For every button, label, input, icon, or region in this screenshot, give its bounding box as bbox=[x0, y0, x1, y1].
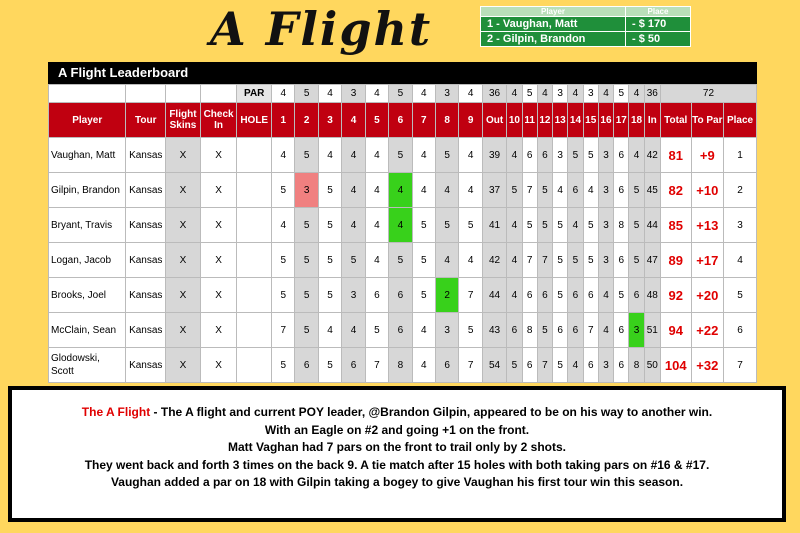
to-par: +9 bbox=[691, 138, 724, 173]
hole-score: 7 bbox=[537, 243, 552, 278]
hole-score: 3 bbox=[598, 243, 613, 278]
par-value: 4 bbox=[568, 85, 583, 103]
column-header: 13 bbox=[553, 103, 568, 138]
hole-score: 4 bbox=[459, 138, 482, 173]
column-header: Check In bbox=[200, 103, 237, 138]
total-score: 82 bbox=[660, 173, 691, 208]
hole-score: 5 bbox=[553, 208, 568, 243]
column-header: 16 bbox=[598, 103, 613, 138]
check-in-mark: X bbox=[200, 173, 237, 208]
par-value: 4 bbox=[412, 85, 435, 103]
hole-score: 5 bbox=[318, 278, 341, 313]
hole-score: 6 bbox=[537, 138, 552, 173]
column-header: 12 bbox=[537, 103, 552, 138]
hole-score: 4 bbox=[272, 208, 295, 243]
hole-score: 5 bbox=[435, 208, 458, 243]
out-score: 41 bbox=[482, 208, 506, 243]
hole-score: 6 bbox=[389, 278, 412, 313]
hole-score: 7 bbox=[459, 348, 482, 383]
hole-score: 3 bbox=[342, 278, 365, 313]
column-header: 6 bbox=[389, 103, 412, 138]
column-header: Player bbox=[49, 103, 126, 138]
column-header: 2 bbox=[295, 103, 318, 138]
hole-score: 8 bbox=[614, 208, 629, 243]
column-header: Out bbox=[482, 103, 506, 138]
hole-score: 5 bbox=[272, 278, 295, 313]
par-value: 5 bbox=[389, 85, 412, 103]
hole-score: 5 bbox=[553, 243, 568, 278]
leaderboard-row bbox=[49, 313, 757, 348]
hole-score: 3 bbox=[598, 208, 613, 243]
payout-player: 2 - Gilpin, Brandon bbox=[481, 32, 626, 47]
hole-score: 4 bbox=[412, 173, 435, 208]
hole-score: 5 bbox=[629, 208, 644, 243]
out-score: 39 bbox=[482, 138, 506, 173]
hole-score: 4 bbox=[507, 243, 522, 278]
recap-line-4: They went back and forth 3 times on the back 9. A tie match after 15 holes with both taking pars on #16 & #17. bbox=[84, 457, 710, 472]
hole-score: 7 bbox=[522, 243, 537, 278]
check-in-mark: X bbox=[200, 243, 237, 278]
hole-score: 6 bbox=[522, 138, 537, 173]
hole-cell bbox=[237, 313, 272, 348]
par-value: 3 bbox=[435, 85, 458, 103]
hole-score: 3 bbox=[295, 173, 318, 208]
in-score: 48 bbox=[644, 278, 660, 313]
hole-score: 3 bbox=[598, 348, 613, 383]
column-header: In bbox=[644, 103, 660, 138]
place: 6 bbox=[724, 313, 757, 348]
total-score: 94 bbox=[660, 313, 691, 348]
hole-score: 5 bbox=[412, 208, 435, 243]
check-in-mark: X bbox=[200, 208, 237, 243]
hole-score: 3 bbox=[553, 138, 568, 173]
par-value: 4 bbox=[459, 85, 482, 103]
flight-skins-mark: X bbox=[166, 278, 201, 313]
header-row bbox=[49, 103, 757, 138]
in-score: 42 bbox=[644, 138, 660, 173]
to-par: +32 bbox=[691, 348, 724, 383]
hole-score: 4 bbox=[435, 243, 458, 278]
check-in-mark: X bbox=[200, 138, 237, 173]
hole-score: 4 bbox=[318, 138, 341, 173]
hole-score: 5 bbox=[435, 138, 458, 173]
hole-score: 6 bbox=[614, 348, 629, 383]
hole-score: 3 bbox=[598, 173, 613, 208]
recap-line-1: The A Flight - The A flight and current POY leader, @Brandon Gilpin, appeared to be on his way to another win. bbox=[81, 405, 713, 419]
in-score: 45 bbox=[644, 173, 660, 208]
hole-cell bbox=[237, 208, 272, 243]
column-header: 3 bbox=[318, 103, 341, 138]
hole-score: 5 bbox=[295, 243, 318, 278]
flight-skins-mark: X bbox=[166, 243, 201, 278]
payout-amount: - $ 170 bbox=[626, 17, 691, 32]
hole-score: 5 bbox=[507, 348, 522, 383]
player-name: Bryant, Travis bbox=[49, 208, 126, 243]
column-header: Total bbox=[660, 103, 691, 138]
hole-score: 5 bbox=[522, 208, 537, 243]
blank-cell bbox=[200, 85, 237, 103]
hole-score: 5 bbox=[459, 313, 482, 348]
column-header: Place bbox=[724, 103, 757, 138]
check-in-mark: X bbox=[200, 313, 237, 348]
hole-score: 8 bbox=[522, 313, 537, 348]
hole-score: 5 bbox=[318, 348, 341, 383]
hole-score: 6 bbox=[614, 138, 629, 173]
hole-score: 4 bbox=[389, 173, 412, 208]
payout-amount: - $ 50 bbox=[626, 32, 691, 47]
flight-skins-mark: X bbox=[166, 138, 201, 173]
hole-score: 5 bbox=[537, 313, 552, 348]
leaderboard-row bbox=[49, 243, 757, 278]
out-score: 43 bbox=[482, 313, 506, 348]
hole-score: 5 bbox=[295, 313, 318, 348]
column-header: 4 bbox=[342, 103, 365, 138]
to-par: +10 bbox=[691, 173, 724, 208]
check-in-mark: X bbox=[200, 278, 237, 313]
hole-score: 7 bbox=[583, 313, 598, 348]
hole-score: 5 bbox=[553, 278, 568, 313]
hole-score: 5 bbox=[318, 173, 341, 208]
recap-line-3: Matt Vaghan had 7 pars on the front to trail only by 2 shots. bbox=[227, 440, 567, 455]
in-score: 51 bbox=[644, 313, 660, 348]
blank-cell bbox=[126, 85, 166, 103]
leaderboard-table bbox=[48, 84, 757, 383]
out-score: 42 bbox=[482, 243, 506, 278]
hole-score: 4 bbox=[342, 173, 365, 208]
par-value: 3 bbox=[342, 85, 365, 103]
leaderboard bbox=[48, 62, 757, 383]
hole-score: 3 bbox=[435, 313, 458, 348]
hole-score: 5 bbox=[342, 243, 365, 278]
hole-score: 4 bbox=[568, 348, 583, 383]
par-value: 5 bbox=[522, 85, 537, 103]
hole-score: 3 bbox=[629, 313, 644, 348]
tour-name: Kansas bbox=[126, 348, 166, 383]
hole-score: 5 bbox=[583, 243, 598, 278]
hole-score: 7 bbox=[272, 313, 295, 348]
player-name: Glodowski, Scott bbox=[49, 348, 126, 383]
hole-score: 2 bbox=[435, 278, 458, 313]
hole-score: 6 bbox=[389, 313, 412, 348]
hole-score: 6 bbox=[614, 313, 629, 348]
hole-score: 5 bbox=[365, 313, 388, 348]
par-value: 4 bbox=[318, 85, 341, 103]
page-title: A Flight bbox=[210, 2, 433, 56]
hole-score: 5 bbox=[272, 348, 295, 383]
hole-score: 4 bbox=[342, 208, 365, 243]
column-header: To Par bbox=[691, 103, 724, 138]
hole-score: 5 bbox=[389, 138, 412, 173]
place: 5 bbox=[724, 278, 757, 313]
hole-score: 5 bbox=[295, 208, 318, 243]
hole-score: 6 bbox=[614, 173, 629, 208]
par-value: 4 bbox=[365, 85, 388, 103]
in-score: 50 bbox=[644, 348, 660, 383]
hole-score: 4 bbox=[459, 243, 482, 278]
payout-table bbox=[480, 6, 691, 47]
column-header: 11 bbox=[522, 103, 537, 138]
column-header: 8 bbox=[435, 103, 458, 138]
par-value: 4 bbox=[537, 85, 552, 103]
tour-name: Kansas bbox=[126, 313, 166, 348]
player-name: Logan, Jacob bbox=[49, 243, 126, 278]
par-value: 72 bbox=[660, 85, 756, 103]
place: 3 bbox=[724, 208, 757, 243]
hole-score: 4 bbox=[507, 208, 522, 243]
hole-score: 5 bbox=[459, 208, 482, 243]
par-value: 36 bbox=[644, 85, 660, 103]
hole-score: 5 bbox=[507, 173, 522, 208]
hole-score: 4 bbox=[272, 138, 295, 173]
out-score: 54 bbox=[482, 348, 506, 383]
par-value: 36 bbox=[482, 85, 506, 103]
to-par: +22 bbox=[691, 313, 724, 348]
hole-score: 5 bbox=[389, 243, 412, 278]
hole-score: 5 bbox=[272, 173, 295, 208]
hole-score: 6 bbox=[568, 173, 583, 208]
leaderboard-row bbox=[49, 208, 757, 243]
hole-score: 4 bbox=[598, 313, 613, 348]
flight-skins-mark: X bbox=[166, 348, 201, 383]
leaderboard-row bbox=[49, 138, 757, 173]
column-header: Tour bbox=[126, 103, 166, 138]
hole-score: 5 bbox=[412, 243, 435, 278]
hole-score: 5 bbox=[553, 348, 568, 383]
hole-score: 7 bbox=[459, 278, 482, 313]
recap-line-5: Vaughan added a par on 18 with Gilpin taking a bogey to give Vaughan his first tour win this season. bbox=[110, 475, 684, 490]
hole-score: 6 bbox=[568, 313, 583, 348]
leaderboard-row bbox=[49, 173, 757, 208]
recap-lead: The A Flight bbox=[81, 405, 151, 419]
to-par: +20 bbox=[691, 278, 724, 313]
hole-score: 4 bbox=[598, 278, 613, 313]
column-header: Flight Skins bbox=[166, 103, 201, 138]
total-score: 104 bbox=[660, 348, 691, 383]
hole-cell bbox=[237, 243, 272, 278]
hole-score: 8 bbox=[629, 348, 644, 383]
to-par: +13 bbox=[691, 208, 724, 243]
player-name: Gilpin, Brandon bbox=[49, 173, 126, 208]
hole-score: 6 bbox=[342, 348, 365, 383]
hole-score: 5 bbox=[272, 243, 295, 278]
column-header: 9 bbox=[459, 103, 482, 138]
hole-score: 4 bbox=[412, 313, 435, 348]
hole-score: 5 bbox=[318, 208, 341, 243]
tour-name: Kansas bbox=[126, 278, 166, 313]
flight-skins-mark: X bbox=[166, 313, 201, 348]
hole-score: 4 bbox=[365, 243, 388, 278]
hole-score: 4 bbox=[342, 138, 365, 173]
hole-score: 4 bbox=[568, 208, 583, 243]
hole-score: 7 bbox=[365, 348, 388, 383]
par-row bbox=[49, 85, 757, 103]
hole-score: 5 bbox=[583, 208, 598, 243]
tour-name: Kansas bbox=[126, 208, 166, 243]
recap-line-2: With an Eagle on #2 and going +1 on the front. bbox=[264, 422, 530, 437]
blank-cell bbox=[166, 85, 201, 103]
payout-player: 1 - Vaughan, Matt bbox=[481, 17, 626, 32]
hole-score: 3 bbox=[598, 138, 613, 173]
payout-header-place: Place bbox=[626, 7, 691, 17]
leaderboard-row bbox=[49, 278, 757, 313]
player-name: McClain, Sean bbox=[49, 313, 126, 348]
hole-score: 6 bbox=[295, 348, 318, 383]
total-score: 85 bbox=[660, 208, 691, 243]
column-header: HOLE bbox=[237, 103, 272, 138]
total-score: 81 bbox=[660, 138, 691, 173]
par-value: 4 bbox=[507, 85, 522, 103]
flight-skins-mark: X bbox=[166, 173, 201, 208]
hole-score: 5 bbox=[583, 138, 598, 173]
column-header: 18 bbox=[629, 103, 644, 138]
par-label: PAR bbox=[237, 85, 272, 103]
hole-score: 4 bbox=[507, 278, 522, 313]
recap-text bbox=[8, 386, 786, 522]
hole-score: 5 bbox=[629, 243, 644, 278]
hole-score: 5 bbox=[537, 173, 552, 208]
blank-cell bbox=[49, 85, 126, 103]
par-value: 5 bbox=[614, 85, 629, 103]
hole-score: 4 bbox=[342, 313, 365, 348]
hole-score: 5 bbox=[568, 138, 583, 173]
place: 1 bbox=[724, 138, 757, 173]
place: 7 bbox=[724, 348, 757, 383]
tour-name: Kansas bbox=[126, 173, 166, 208]
hole-score: 5 bbox=[614, 278, 629, 313]
hole-score: 4 bbox=[459, 173, 482, 208]
hole-score: 6 bbox=[614, 243, 629, 278]
player-name: Brooks, Joel bbox=[49, 278, 126, 313]
to-par: +17 bbox=[691, 243, 724, 278]
leaderboard-title: A Flight Leaderboard bbox=[48, 62, 757, 84]
hole-score: 6 bbox=[553, 313, 568, 348]
total-score: 92 bbox=[660, 278, 691, 313]
hole-score: 5 bbox=[295, 278, 318, 313]
place: 2 bbox=[724, 173, 757, 208]
hole-score: 4 bbox=[583, 173, 598, 208]
in-score: 47 bbox=[644, 243, 660, 278]
hole-score: 4 bbox=[365, 138, 388, 173]
out-score: 37 bbox=[482, 173, 506, 208]
par-value: 4 bbox=[272, 85, 295, 103]
column-header: 1 bbox=[272, 103, 295, 138]
flight-skins-mark: X bbox=[166, 208, 201, 243]
hole-score: 6 bbox=[522, 348, 537, 383]
tour-name: Kansas bbox=[126, 138, 166, 173]
tour-name: Kansas bbox=[126, 243, 166, 278]
place: 4 bbox=[724, 243, 757, 278]
column-header: 15 bbox=[583, 103, 598, 138]
par-value: 4 bbox=[598, 85, 613, 103]
hole-score: 5 bbox=[537, 208, 552, 243]
hole-score: 5 bbox=[629, 173, 644, 208]
hole-score: 8 bbox=[389, 348, 412, 383]
hole-score: 4 bbox=[507, 138, 522, 173]
total-score: 89 bbox=[660, 243, 691, 278]
leaderboard-row bbox=[49, 348, 757, 383]
player-name: Vaughan, Matt bbox=[49, 138, 126, 173]
hole-score: 6 bbox=[568, 278, 583, 313]
hole-score: 4 bbox=[412, 138, 435, 173]
payout-header-player: Player bbox=[481, 7, 626, 17]
check-in-mark: X bbox=[200, 348, 237, 383]
hole-score: 5 bbox=[568, 243, 583, 278]
hole-score: 4 bbox=[412, 348, 435, 383]
hole-score: 6 bbox=[365, 278, 388, 313]
hole-cell bbox=[237, 348, 272, 383]
hole-score: 4 bbox=[389, 208, 412, 243]
hole-score: 4 bbox=[629, 138, 644, 173]
hole-score: 6 bbox=[629, 278, 644, 313]
par-value: 3 bbox=[553, 85, 568, 103]
hole-score: 5 bbox=[412, 278, 435, 313]
hole-score: 4 bbox=[435, 173, 458, 208]
column-header: 14 bbox=[568, 103, 583, 138]
hole-score: 6 bbox=[583, 348, 598, 383]
hole-score: 6 bbox=[522, 278, 537, 313]
column-header: 17 bbox=[614, 103, 629, 138]
par-value: 5 bbox=[295, 85, 318, 103]
par-value: 4 bbox=[629, 85, 644, 103]
hole-score: 7 bbox=[522, 173, 537, 208]
hole-score: 5 bbox=[295, 138, 318, 173]
column-header: 7 bbox=[412, 103, 435, 138]
hole-score: 7 bbox=[537, 348, 552, 383]
column-header: 5 bbox=[365, 103, 388, 138]
in-score: 44 bbox=[644, 208, 660, 243]
hole-cell bbox=[237, 173, 272, 208]
hole-score: 4 bbox=[318, 313, 341, 348]
hole-score: 6 bbox=[507, 313, 522, 348]
hole-score: 6 bbox=[435, 348, 458, 383]
hole-score: 6 bbox=[537, 278, 552, 313]
column-header: 10 bbox=[507, 103, 522, 138]
hole-score: 4 bbox=[553, 173, 568, 208]
hole-cell bbox=[237, 278, 272, 313]
hole-score: 4 bbox=[365, 208, 388, 243]
hole-cell bbox=[237, 138, 272, 173]
hole-score: 4 bbox=[365, 173, 388, 208]
par-value: 3 bbox=[583, 85, 598, 103]
hole-score: 6 bbox=[583, 278, 598, 313]
out-score: 44 bbox=[482, 278, 506, 313]
hole-score: 5 bbox=[318, 243, 341, 278]
